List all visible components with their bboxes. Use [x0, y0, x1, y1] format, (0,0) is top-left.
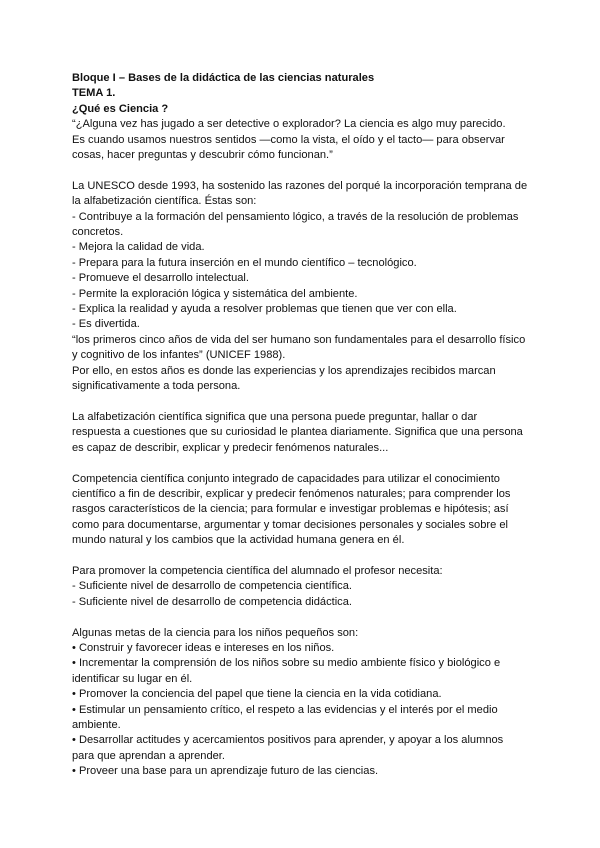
unesco-line: significativamente a toda persona.: [72, 380, 241, 393]
competencia-line: científico a fin de describir, explicar y predecir fenómenos naturales; para comprender los: [72, 487, 511, 500]
competencia-line: Competencia científica conjunto integrado de capacidades para utilizar el conocimiento: [72, 472, 500, 485]
unesco-line: “los primeros cinco años de vida del ser humano son fundamentales para el desarrollo físico: [72, 333, 526, 346]
competencia-line: mundo natural y los cambios que la actividad humana genera en él.: [72, 534, 405, 547]
metas-line: para que aprendan a aprender.: [72, 749, 225, 762]
alfabetizacion-line: es capaz de describir, explicar y predecir fenómenos naturales...: [72, 441, 389, 454]
metas-line: • Estimular un pensamiento crítico, el respeto a las evidencias y el interés por el medio: [72, 703, 498, 716]
unesco-line: - Mejora la calidad de vida.: [72, 241, 205, 254]
competencia-line: como para documentarse, argumentar y tomar decisiones personales y sociales sobre el: [72, 518, 508, 531]
metas-line: identificar su lugar en él.: [72, 672, 193, 685]
metas-line: • Incrementar la comprensión de los niños sobre su medio ambiente físico y biológico e: [72, 657, 501, 670]
intro-line: cosas, hacer preguntas y descubrir cómo funcionan.”: [72, 149, 333, 162]
unesco-line: - Prepara para la futura inserción en el mundo científico – tecnológico.: [72, 256, 417, 269]
competencia-paragraph: [72, 472, 532, 549]
unesco-line: - Es divertida.: [72, 318, 140, 331]
unesco-line: y cognitivo de los infantes” (UNICEF 1988).: [72, 349, 286, 362]
metas-line: • Promover la conciencia del papel que tiene la ciencia en la vida cotidiana.: [72, 688, 442, 701]
intro-line: “¿Alguna vez has jugado a ser detective o explorador? La ciencia es algo muy parecido.: [72, 118, 506, 131]
unesco-line: - Promueve el desarrollo intelectual.: [72, 272, 249, 285]
paragraph-gap: [72, 549, 532, 564]
intro-line: Es cuando usamos nuestros sentidos —como la vista, el oído y el tacto— para observar: [72, 133, 505, 146]
question-heading: ¿Qué es Ciencia ?: [72, 102, 169, 115]
block-title: Bloque I – Bases de la didáctica de las ciencias naturales: [72, 72, 375, 84]
unesco-paragraph: [72, 179, 532, 395]
paragraph-gap: [72, 610, 532, 625]
paragraph-gap: [72, 395, 532, 410]
tema-heading: TEMA 1.: [72, 87, 116, 100]
unesco-line: - Contribuye a la formación del pensamiento lógico, a través de la resolución de problemas: [72, 210, 519, 223]
unesco-line: Por ello, en estos años es donde las experiencias y los aprendizajes recibidos marcan: [72, 364, 496, 377]
paragraph-gap: [72, 163, 532, 178]
metas-line: • Proveer una base para un aprendizaje futuro de las ciencias.: [72, 765, 379, 778]
competencia-line: rasgos característicos de la ciencia; para formular e investigar problemas e hipótesis; así: [72, 503, 509, 516]
metas-line: Algunas metas de la ciencia para los niños pequeños son:: [72, 626, 359, 639]
unesco-line: La UNESCO desde 1993, ha sostenido las razones del porqué la incorporación temprana de: [72, 179, 528, 192]
profesor-line: - Suficiente nivel de desarrollo de competencia didáctica.: [72, 595, 352, 608]
unesco-line: concretos.: [72, 226, 124, 239]
metas-line: • Desarrollar actitudes y acercamientos positivos para aprender, y apoyar a los alumnos: [72, 734, 504, 747]
unesco-line: - Explica la realidad y ayuda a resolver problemas que tienen que ver con ella.: [72, 303, 457, 316]
document-body: [72, 71, 532, 780]
profesor-line: - Suficiente nivel de desarrollo de competencia científica.: [72, 580, 352, 593]
metas-paragraph: [72, 626, 532, 780]
profesor-paragraph: [72, 564, 532, 610]
alfabetizacion-line: respuesta a cuestiones que su curiosidad le plantea diariamente. Significa que una persona: [72, 426, 523, 439]
alfabetizacion-line: La alfabetización científica significa que una persona puede preguntar, hallar o dar: [72, 410, 478, 423]
profesor-line: Para promover la competencia científica del alumnado el profesor necesita:: [72, 564, 443, 577]
metas-line: • Construir y favorecer ideas e intereses en los niños.: [72, 641, 335, 654]
unesco-line: - Permite la exploración lógica y sistemática del ambiente.: [72, 287, 358, 300]
intro-quote: [72, 117, 532, 163]
alfabetizacion-paragraph: [72, 410, 532, 456]
paragraph-gap: [72, 456, 532, 471]
metas-line: ambiente.: [72, 718, 121, 731]
unesco-line: la alfabetización científica. Éstas son:: [72, 195, 257, 208]
